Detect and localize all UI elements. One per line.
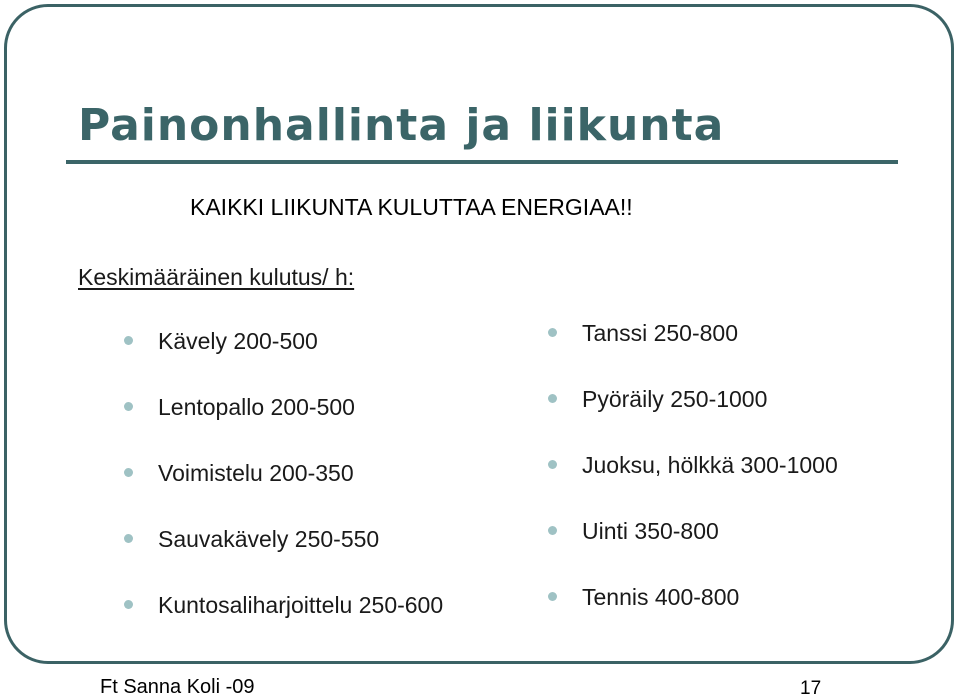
list-item bbox=[124, 458, 443, 524]
bullet-icon bbox=[548, 592, 557, 601]
list-item bbox=[548, 318, 838, 384]
list-item-label: Tanssi 250-800 bbox=[582, 320, 738, 346]
footer-author: Ft Sanna Koli -09 bbox=[100, 676, 255, 698]
list-item bbox=[124, 392, 443, 458]
title-underline bbox=[66, 160, 898, 164]
list-item bbox=[548, 384, 838, 450]
bullet-icon bbox=[124, 600, 133, 609]
list-item bbox=[124, 590, 443, 656]
right-activity-list bbox=[548, 318, 838, 648]
list-item bbox=[548, 516, 838, 582]
list-item-label: Pyöräily 250-1000 bbox=[582, 386, 768, 412]
bullet-icon bbox=[124, 402, 133, 411]
list-item-label: Juoksu, hölkkä 300-1000 bbox=[582, 452, 838, 478]
list-item-label: Kävely 200-500 bbox=[158, 328, 318, 354]
list-item bbox=[124, 326, 443, 392]
list-item-label: Tennis 400-800 bbox=[582, 584, 740, 610]
page-number: 17 bbox=[800, 678, 822, 699]
list-item-label: Sauvakävely 250-550 bbox=[158, 526, 380, 552]
bullet-icon bbox=[548, 460, 557, 469]
slide-subtitle: KAIKKI LIIKUNTA KULUTTAA ENERGIAA!! bbox=[190, 194, 633, 220]
bullet-icon bbox=[124, 534, 133, 543]
bullet-icon bbox=[548, 394, 557, 403]
list-item-label: Uinti 350-800 bbox=[582, 518, 719, 544]
list-item-label: Lentopallo 200-500 bbox=[158, 394, 355, 420]
bullet-icon bbox=[548, 526, 557, 535]
left-activity-list bbox=[124, 326, 443, 656]
slide-title: Painonhallinta ja liikunta bbox=[78, 100, 725, 151]
list-item-label: Kuntosaliharjoittelu 250-600 bbox=[158, 592, 444, 618]
bullet-icon bbox=[548, 328, 557, 337]
bullet-icon bbox=[124, 468, 133, 477]
list-item bbox=[548, 450, 838, 516]
list-item bbox=[124, 524, 443, 590]
intro-text: Keskimääräinen kulutus/ h: bbox=[78, 264, 355, 290]
list-item-label: Voimistelu 200-350 bbox=[158, 460, 354, 486]
bullet-icon bbox=[124, 336, 133, 345]
list-item bbox=[548, 582, 838, 648]
